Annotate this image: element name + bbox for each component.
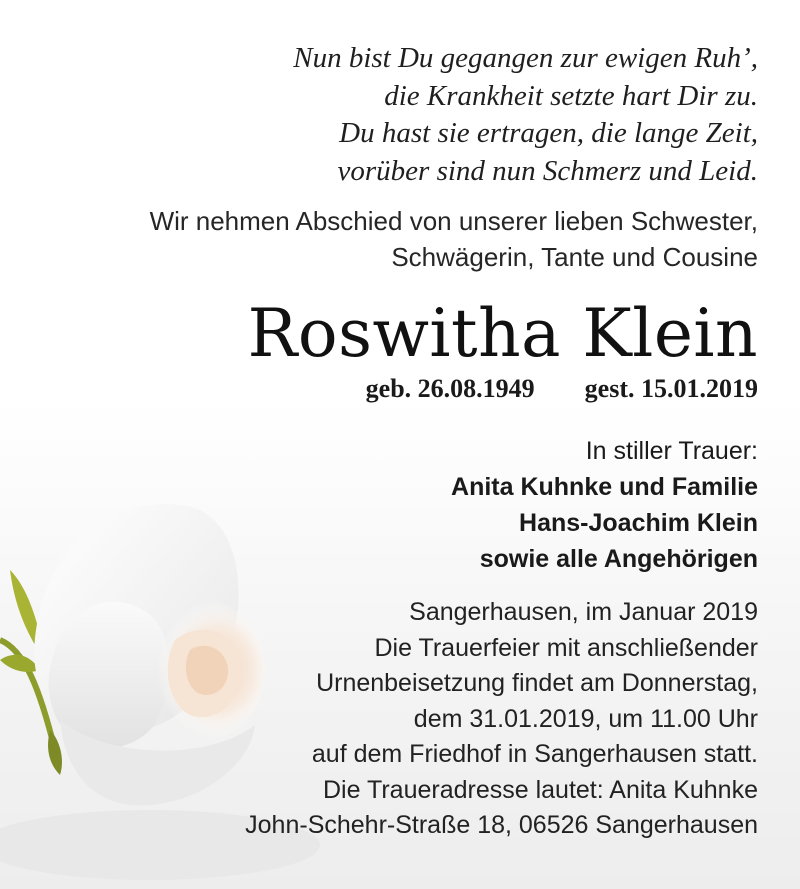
mourners (451, 433, 758, 577)
notice-line: dem 31.01.2019, um 11.00 Uhr (413, 704, 758, 733)
farewell-line: Schwägerin, Tante und Cousine (391, 242, 758, 272)
life-dates (366, 371, 758, 407)
mourner-name: Anita Kuhnke und Familie (451, 473, 758, 501)
poem (293, 40, 758, 190)
poem-line: vorüber sind nun Schmerz und Leid. (337, 154, 758, 187)
deceased-name: Roswitha Klein (247, 295, 758, 372)
farewell-text (150, 203, 758, 275)
address-line: Die Traueradresse lautet: Anita Kuhnke (323, 775, 758, 804)
notice-line: Urnenbeisetzung findet am Donnerstag, (316, 669, 758, 697)
birth-date: geb. 26.08.1949 (365, 374, 535, 403)
funeral-notice (245, 595, 758, 844)
poem-line: Nun bist Du gegangen zur ewigen Ruh’, (293, 42, 758, 74)
mourner-name: Hans-Joachim Klein (519, 509, 758, 537)
place-date: Sangerhausen, im Januar 2019 (409, 598, 758, 626)
notice-line: auf dem Friedhof in Sangerhausen statt. (311, 740, 758, 768)
address-line: John-Schehr-Straße 18, 06526 Sangerhausen (245, 811, 758, 839)
mourner-name: sowie alle Angehörigen (479, 545, 758, 573)
farewell-line: Wir nehmen Abschied von unserer lieben Schwester, (149, 206, 758, 236)
death-date: gest. 15.01.2019 (584, 374, 758, 403)
poem-line: Du hast sie ertragen, die lange Zeit, (339, 117, 758, 149)
notice-line: Die Trauerfeier mit anschließender (374, 633, 758, 662)
mourners-intro: In stiller Trauer: (585, 437, 758, 465)
poem-line: die Krankheit setzte hart Dir zu. (384, 79, 758, 112)
